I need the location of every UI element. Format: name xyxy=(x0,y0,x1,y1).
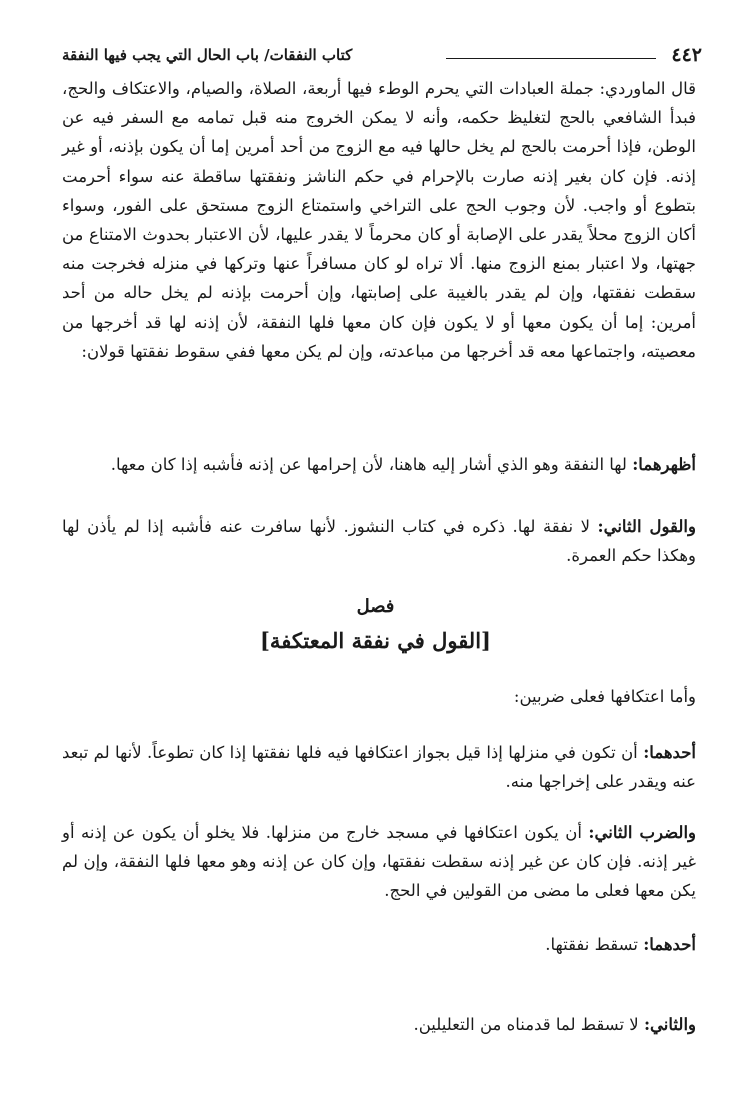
paragraph-text-wrap xyxy=(62,930,696,959)
paragraph-text-wrap xyxy=(62,450,696,479)
paragraph-lead: والقول الثاني: xyxy=(597,517,696,536)
paragraph-lead: والضرب الثاني: xyxy=(588,823,696,842)
page-header xyxy=(62,44,702,76)
paragraph-opinion-two xyxy=(62,1010,696,1039)
paragraph-text: أن يكون اعتكافها في مسجد خارج من منزلها. فلا يخلو أن يكون عن إذنه أو غير إذنه. فإن كان عن غير إذنه سقطت نفقتها، وإن كان عن إذنه وهو معها فلها النفقة، وإن لم يكن معها فعلى ما مضى من القولين في الحج. xyxy=(62,823,696,901)
paragraph-text: قال الماوردي: جملة العبادات التي يحرم الوطء فيها أربعة، الصلاة، والصيام، والاعتكاف والحج، فبدأ الشافعي بالحج لتغليظ حكمه، وأنه لا يمكن الخروج منه قبل تمامه مع السفر فيه عن الوطن، فإذا أحرمت بالحج لم يخل حالها فيه مع الزوج من أحد أمرين إما أن يكون بإذنه، أو غير إذنه. فإن كان بغير إذنه صارت بالإحرام في حكم الناشز ونفقتها ساقطة عنه سواء أحرمت بتطوع أو واجب. لأن وجوب الحج على التراخي واستمتاع الزوج مستحق على الفور، وسواء أكان الزوج محلاً يقدر على الإصابة أو كان محرماً لا يقدر عليها، لأن الاعتبار بحدوث الامتناع من جهتها، ولا اعتبار بمنع الزوج منها. ألا تراه لو كان مسافراً عنها وتركها في منزله فخرجت منه سقطت نفقتها، وإن لم يقدر بالغيبة على إصابتها، وإن أحرمت بإذنه لم يخل حاله من أحد أمرين: إما أن يكون معها أو لا يكون فإن كان معها فلها النفقة، لأن إذنه لها قد أخرجها من معصيته، واجتماعها معه قد أخرجها من مباعدته، وإن لم يكن معها ففي سقوط نفقتها قولان: xyxy=(62,79,696,361)
paragraph-text: وأما اعتكافها فعلى ضربين: xyxy=(513,687,696,706)
paragraph-text-wrap xyxy=(62,1010,696,1039)
paragraph-lead: أحدهما: xyxy=(643,743,697,762)
paragraph-first-kind xyxy=(62,738,696,796)
section-title: [القول في نفقة المعتكفة] xyxy=(260,628,491,653)
paragraph-lead: أظهرهما: xyxy=(632,455,696,474)
section-label: فصل xyxy=(356,596,395,617)
page-number: ٤٤٢ xyxy=(671,44,702,66)
paragraph-text-wrap xyxy=(62,738,696,796)
paragraph-text-wrap xyxy=(62,818,696,906)
paragraph-first-opinion xyxy=(62,450,696,479)
paragraph-text: تسقط نفقتها. xyxy=(545,935,638,954)
paragraph-lead: أحدهما: xyxy=(643,935,696,954)
paragraph-lead: والثاني: xyxy=(643,1015,696,1034)
paragraph-text: لا نفقة لها. ذكره في كتاب النشوز. لأنها سافرت عنه فأشبه إذا لم يأذن لها وهكذا حكم العمرة. xyxy=(62,517,696,566)
paragraph-second-opinion xyxy=(62,512,696,570)
paragraph-text: لها النفقة وهو الذي أشار إليه هاهنا، لأن إحرامها عن إذنه فأشبه إذا كان معها. xyxy=(110,455,627,474)
paragraph-text: أن تكون في منزلها إذا قيل بجواز اعتكافها فيه فلها نفقتها إذا كان تطوعاً. لأنها لم تبعد عنه ويقدر على إخراجها منه. xyxy=(62,743,696,792)
paragraph-intro xyxy=(62,74,696,366)
paragraph-opinion-one xyxy=(62,930,696,959)
running-title: كتاب النفقات/ باب الحال التي يجب فيها النفقة xyxy=(62,46,353,64)
paragraph-text: لا تسقط لما قدمناه من التعليلين. xyxy=(413,1015,639,1034)
header-rule xyxy=(446,58,656,59)
paragraph-itikaf-intro xyxy=(62,682,696,711)
paragraph-text-wrap xyxy=(62,512,696,570)
paragraph-second-kind xyxy=(62,818,696,906)
